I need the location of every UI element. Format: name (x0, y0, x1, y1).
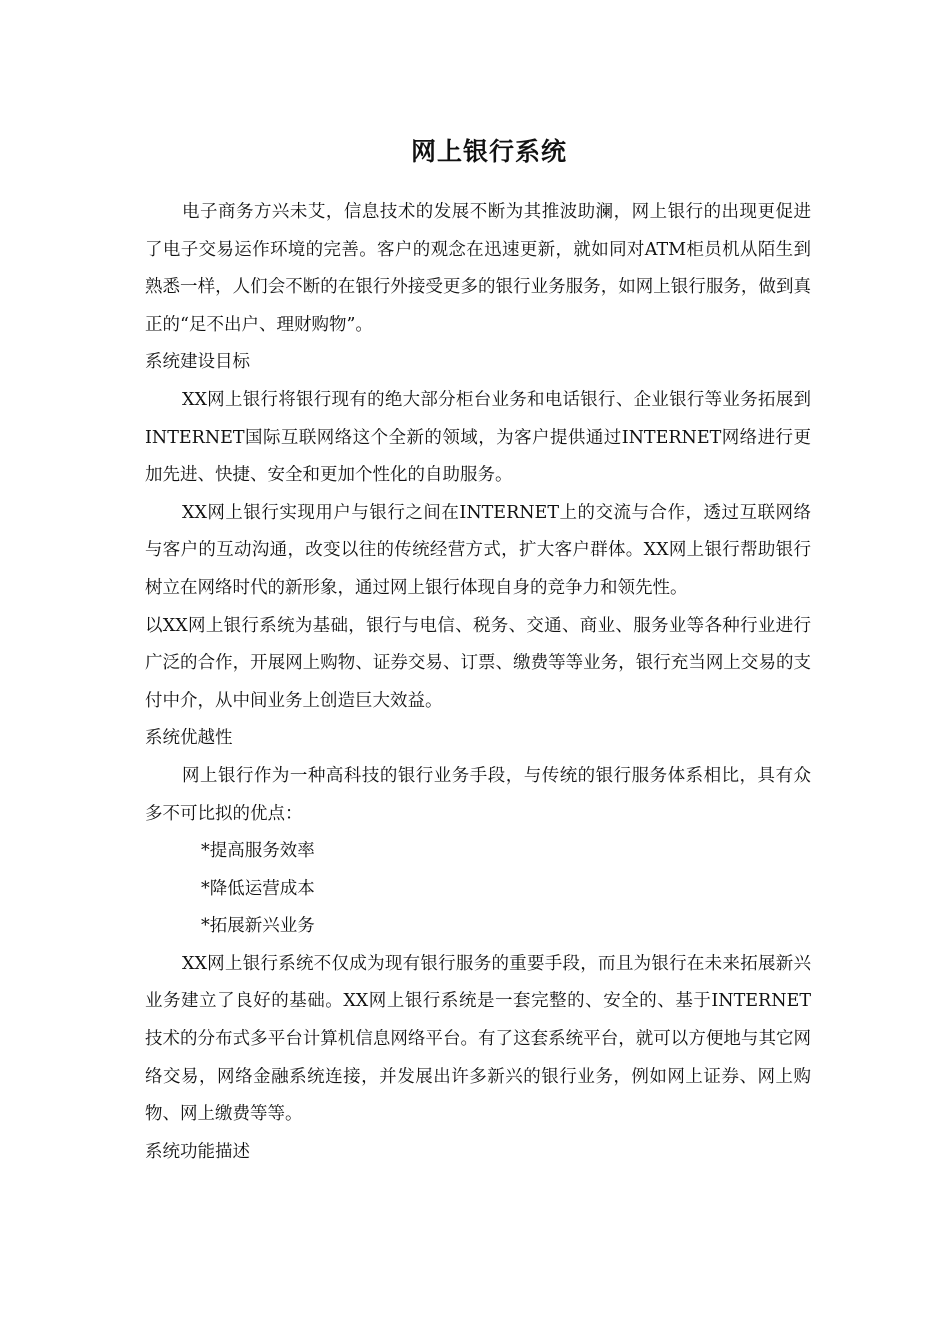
advantages-paragraph-1: 网上银行作为一种高科技的银行业务手段，与传统的银行服务体系相比，具有众多不可比拟的优点： (145, 765, 811, 824)
advantages-paragraph-2: XX网上银行系统不仅成为现有银行服务的重要手段，而且为银行在未来拓展新兴业务建立了良好的基础。XX网上银行系统是一套完整的、安全的、基于INTERNET技术的分布式多平台计算机信息网络平台。有了这套系统平台，就可以方便地与其它网络交易，网络金融系统连接，并发展出许多新兴的银行业务，例如网上证券、网上购物、网上缴费等等。 (145, 953, 811, 1125)
goals-paragraph-3: 以XX网上银行系统为基础，银行与电信、税务、交通、商业、服务业等各种行业进行广泛的合作，开展网上购物、证券交易、订票、缴费等等业务，银行充当网上交易的支付中介，从中间业务上创造巨大效益。 (145, 615, 811, 711)
document-title: 网上银行系统 (410, 137, 567, 166)
section-heading-advantages: 系统优越性 (145, 728, 233, 749)
advantage-bullet-item: *拓展新兴业务 (201, 916, 315, 937)
intro-paragraph: 电子商务方兴未艾，信息技术的发展不断为其推波助澜，网上银行的出现更促进了电子交易运作环境的完善。客户的观念在迅速更新，就如同对ATM柜员机从陌生到熟悉一样，人们会不断的在银行外接受更多的银行业务服务，如网上银行服务，做到真正的“足不出户、理财购物”。 (145, 202, 811, 335)
goals-paragraph-1: XX网上银行将银行现有的绝大部分柜台业务和电话银行、企业银行等业务拓展到INTERNET国际互联网络这个全新的领域，为客户提供通过INTERNET网络进行更加先进、快捷、安全和更加个性化的自助服务。 (145, 389, 811, 486)
document-body (145, 194, 811, 1171)
section-heading-functions: 系统功能描述 (145, 1141, 250, 1162)
goals-paragraph-2: XX网上银行实现用户与银行之间在INTERNET上的交流与合作，透过互联网络与客户的互动沟通，改变以往的传统经营方式，扩大客户群体。XX网上银行帮助银行树立在网络时代的新形象，通过网上银行体现自身的竞争力和领先性。 (145, 502, 811, 598)
section-heading-goals: 系统建设目标 (145, 352, 250, 373)
advantage-bullet-item: *提高服务效率 (201, 841, 315, 862)
advantage-bullet-item: *降低运营成本 (201, 878, 315, 899)
